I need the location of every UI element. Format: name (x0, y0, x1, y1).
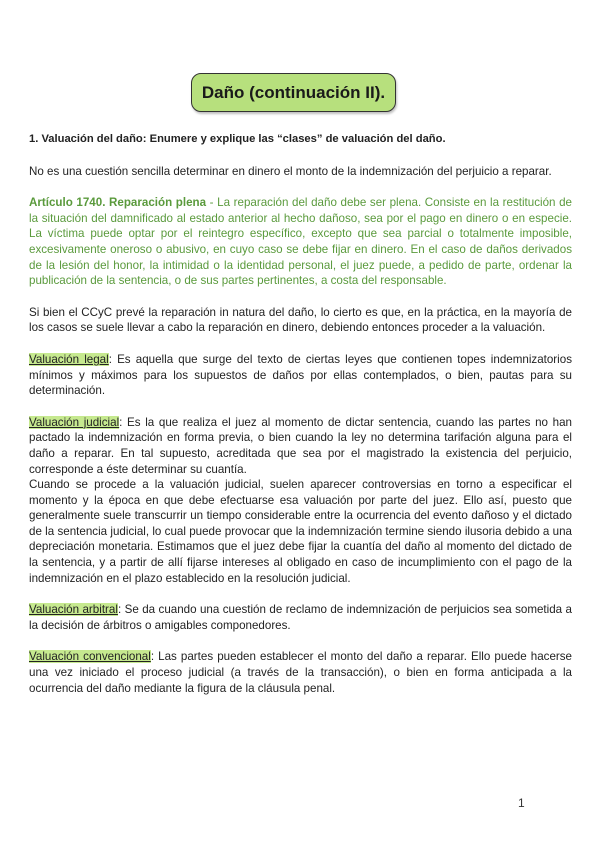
judicial-valuation-term: Valuación judicial (29, 415, 120, 429)
arbitral-valuation-text: : Se da cuando una cuestión de reclamo de indemnización de perjuicios sea sometida a la decisión de árbitros o amigables componedores. (29, 603, 572, 632)
document-body (29, 132, 572, 696)
page-number: 1 (518, 796, 525, 810)
legal-valuation-term: Valuación legal (29, 352, 109, 366)
conventional-valuation-text: : Las partes pueden establecer el monto del daño a reparar. Ello puede hacerse una vez iniciado el proceso judicial (a través de la transacción), o bien en forma anticipada a la ocurrencia del daño mediante la figura de la cláusula penal. (29, 650, 572, 695)
page-title: Daño (continuación II). (201, 82, 386, 102)
legal-valuation-text: : Es aquella que surge del texto de ciertas leyes que contienen topes indemnizatorios mínimos y máximos para los supuestos de daños por ellas contemplados, o bien, pautas para su determinación. (29, 352, 572, 398)
judicial-valuation-continuation: Cuando se procede a la valuación judicial, suelen aparecer controversias en torno a especificar el momento y la época en que debe efectuarse esa valuación por parte del juez. Ello así, puesto que generalmente suele transcurrir un tiempo considerable entre la ocurrencia del evento dañoso y el dictado de la sentencia judicial, lo cual puede provocar que la indemnización termine siendo ilusoria debido a una depreciación monetaria. Estimamos que el juez debe fijar la cuantía del daño al momento del dictado de la sentencia, y a partir de allí fijarse intereses al obligado en caso de incumplimiento con el pago de la indemnización en el plazo establecido en la resolución judicial. (29, 478, 572, 585)
conventional-valuation-paragraph (29, 649, 572, 696)
arbitral-valuation-paragraph (29, 602, 572, 633)
conventional-valuation-term: Valuación convencional (29, 650, 151, 664)
article-heading: Artículo 1740. Reparación plena (29, 196, 207, 210)
article-body: - La reparación del daño debe ser plena. Consiste en la restitución de la situación del damnificado al estado anterior al hecho dañoso, sea por el pago en dinero o en especie. La víctima puede optar por el reintegro específico, excepto que sea parcial o totalmente imposible, excesivamente oneroso o abusivo, en cuyo caso se debe fijar en dinero. En el caso de daños derivados de la lesión del honor, la intimidad o la identidad personal, el juez puede, a pedido de parte, ordenar la publicación de la sentencia, o de sus partes pertinentes, a costa del responsable. (29, 196, 572, 288)
article-paragraph (29, 195, 572, 289)
question-heading: 1. Valuación del daño: Enumere y explique las “clases” de valuación del daño. (29, 133, 446, 145)
judicial-valuation-text: : Es la que realiza el juez al momento de dictar sentencia, cuando las partes no han pactado la indemnización en forma previa, o bien cuando la ley no determina tarifación alguna para el daño a reparar. En tal supuesto, acreditada que sea por el magistrado la existencia del perjuicio, corresponde a éste determinar su cuantía. (29, 415, 572, 476)
legal-valuation-paragraph (29, 352, 572, 399)
intro-paragraph: No es una cuestión sencilla determinar en dinero el monto de la indemnización del perjuicio a reparar. (29, 164, 552, 178)
arbitral-valuation-term: Valuación arbitral (29, 603, 118, 617)
title-box (191, 73, 396, 112)
ccyc-paragraph: Si bien el CCyC prevé la reparación in natura del daño, lo cierto es que, en la práctica, en la mayoría de los casos se suele llevar a cabo la reparación en dinero, debiendo entonces proceder a la valuación. (29, 305, 572, 335)
judicial-valuation-paragraph (29, 415, 572, 477)
